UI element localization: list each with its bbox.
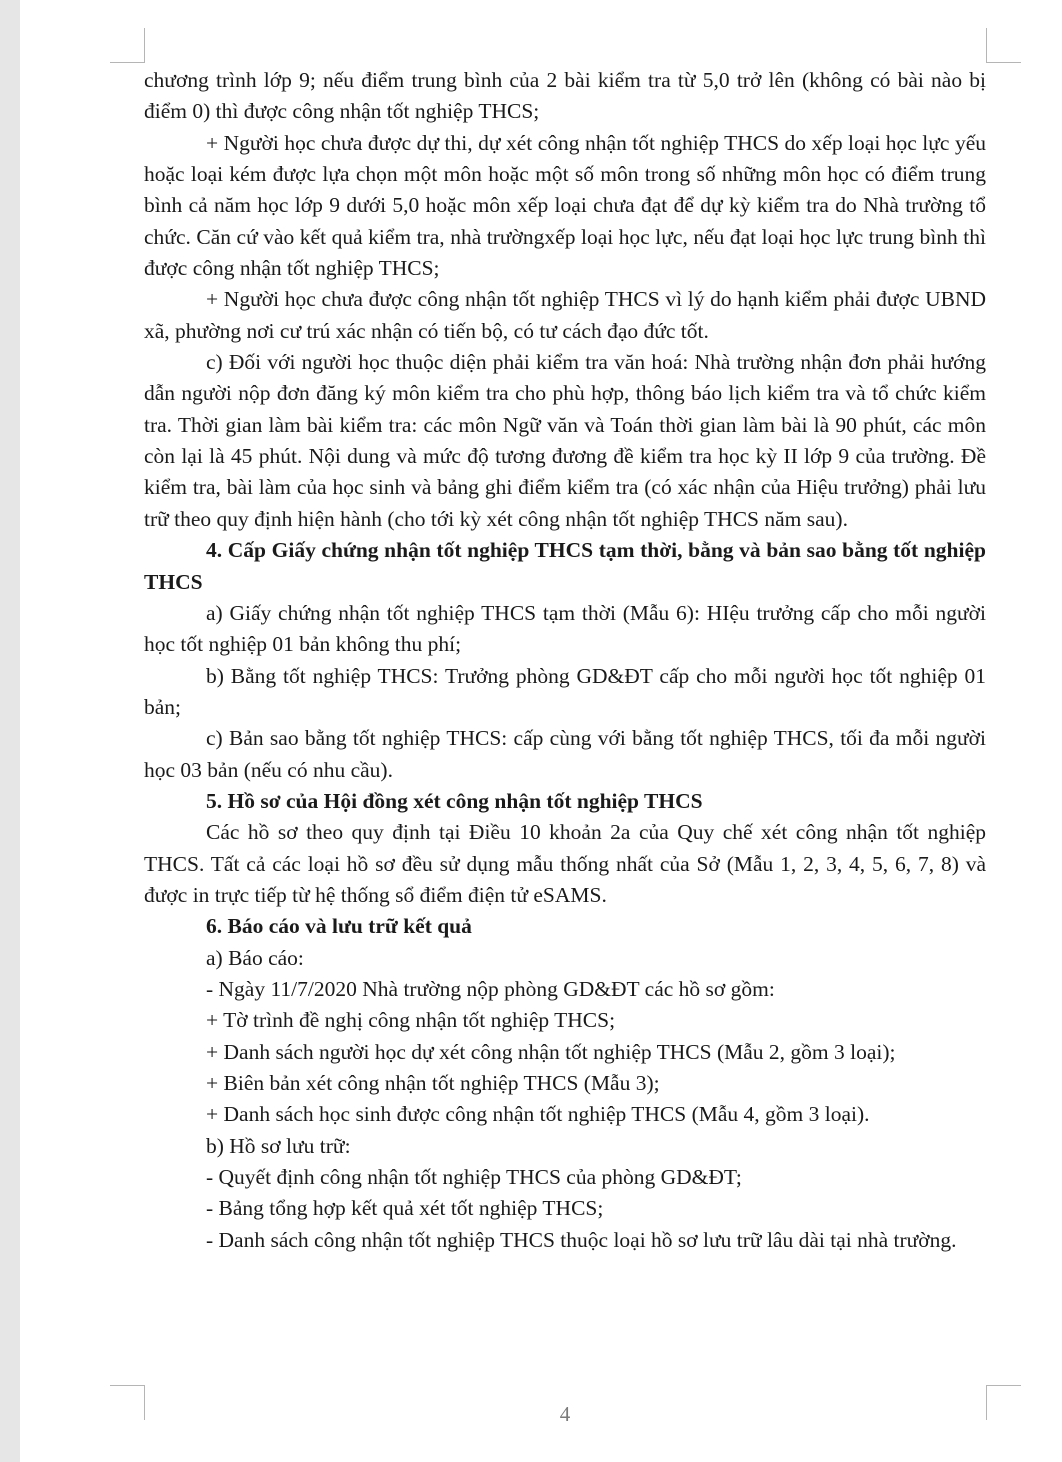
list-item: + Danh sách học sinh được công nhận tốt nghiệp THCS (Mẫu 4, gồm 3 loại). [206,1102,870,1127]
paragraph: b) Bằng tốt nghiệp THCS: Trưởng phòng GD&ĐT cấp cho mỗi người học tốt nghiệp 01 bản; [144,663,986,719]
paragraph: a) Báo cáo: [206,945,304,970]
document-page [20,0,1062,1462]
list-item: + Danh sách người học dự xét công nhận tốt nghiệp THCS (Mẫu 2, gồm 3 loại); [206,1039,896,1064]
section-heading: 6. Báo cáo và lưu trữ kết quả [206,914,472,939]
section-heading: 5. Hồ sơ của Hội đồng xét công nhận tốt nghiệp THCS [206,788,703,813]
paragraph: c) Bản sao bằng tốt nghiệp THCS: cấp cùng với bằng tốt nghiệp THCS, tối đa mỗi người học 03 bản (nếu có nhu cầu). [144,726,986,782]
list-item: - Danh sách công nhận tốt nghiệp THCS thuộc loại hồ sơ lưu trữ lâu dài tại nhà trường. [206,1227,957,1252]
paragraph: a) Giấy chứng nhận tốt nghiệp THCS tạm thời (Mẫu 6): HIệu trưởng cấp cho mỗi người học tốt nghiệp 01 bản không thu phí; [144,600,986,657]
paragraph-continuation: chương trình lớp 9; nếu điểm trung bình của 2 bài kiểm tra từ 5,0 trở lên (không có bài nào bị điểm 0) thì được công nhận tốt nghiệp THCS; [144,68,986,124]
paragraph: Các hồ sơ theo quy định tại Điều 10 khoản 2a của Quy chế xét công nhận tốt nghiệp THCS. Tất cả các loại hồ sơ đều sử dụng mẫu thống nhất của Sở (Mẫu 1, 2, 3, 4, 5, 6, 7, 8) và được in trực tiếp từ hệ thống sổ điểm điện tử eSAMS. [144,820,986,907]
section-heading: 4. Cấp Giấy chứng nhận tốt nghiệp THCS tạm thời, bằng và bản sao bằng tốt nghiệp THCS [144,538,986,594]
list-item: + Tờ trình đề nghị công nhận tốt nghiệp THCS; [206,1008,616,1033]
margin-corner-top-left [110,28,145,63]
paragraph: + Người học chưa được dự thi, dự xét công nhận tốt nghiệp THCS do xếp loại học lực yếu hoặc loại kém được lựa chọn một môn hoặc một số môn trong số những môn học có điểm trung bình cả năm học lớp 9 dưới 5,0 hoặc môn xếp loại chưa đạt để dự kỳ kiểm tra do Nhà trường tổ chức. Căn cứ vào kết quả kiểm tra, nhà trườngxếp loại học lực, nếu đạt loại học lực trung bình thì được công nhận tốt nghiệp THCS; [144,130,986,281]
page-number: 4 [559,1402,571,1426]
page-body [144,65,986,1256]
list-item: + Biên bản xét công nhận tốt nghiệp THCS (Mẫu 3); [206,1071,660,1095]
paragraph: b) Hồ sơ lưu trữ: [206,1133,351,1158]
list-item: - Quyết định công nhận tốt nghiệp THCS của phòng GD&ĐT; [206,1165,742,1190]
margin-corner-top-right [986,28,1021,63]
paragraph: c) Đối với người học thuộc diện phải kiểm tra văn hoá: Nhà trường nhận đơn phải hướng dẫn người nộp đơn đăng ký môn kiểm tra cho phù hợp, thông báo lịch kiểm tra và tổ chức kiểm tra. Thời gian làm bài kiểm tra: các môn Ngữ văn và Toán thời gian làm bài là 90 phút, các môn còn lại là 45 phút. Nội dung và mức độ tương đương đề kiểm tra học kỳ II lớp 9 của trường. Đề kiểm tra, bài làm của học sinh và bảng ghi điểm kiểm tra (có xác nhận của Hiệu trưởng) phải lưu trữ theo quy định hiện hành (cho tới kỳ xét công nhận tốt nghiệp THCS năm sau). [144,350,986,531]
list-item: - Bảng tổng hợp kết quả xét tốt nghiệp THCS; [206,1196,604,1221]
list-item: - Ngày 11/7/2020 Nhà trường nộp phòng GD&ĐT các hồ sơ gồm: [206,976,775,1001]
paragraph: + Người học chưa được công nhận tốt nghiệp THCS vì lý do hạnh kiểm phải được UBND xã, phường nơi cư trú xác nhận có tiến bộ, có tư cách đạo đức tốt. [144,287,986,343]
